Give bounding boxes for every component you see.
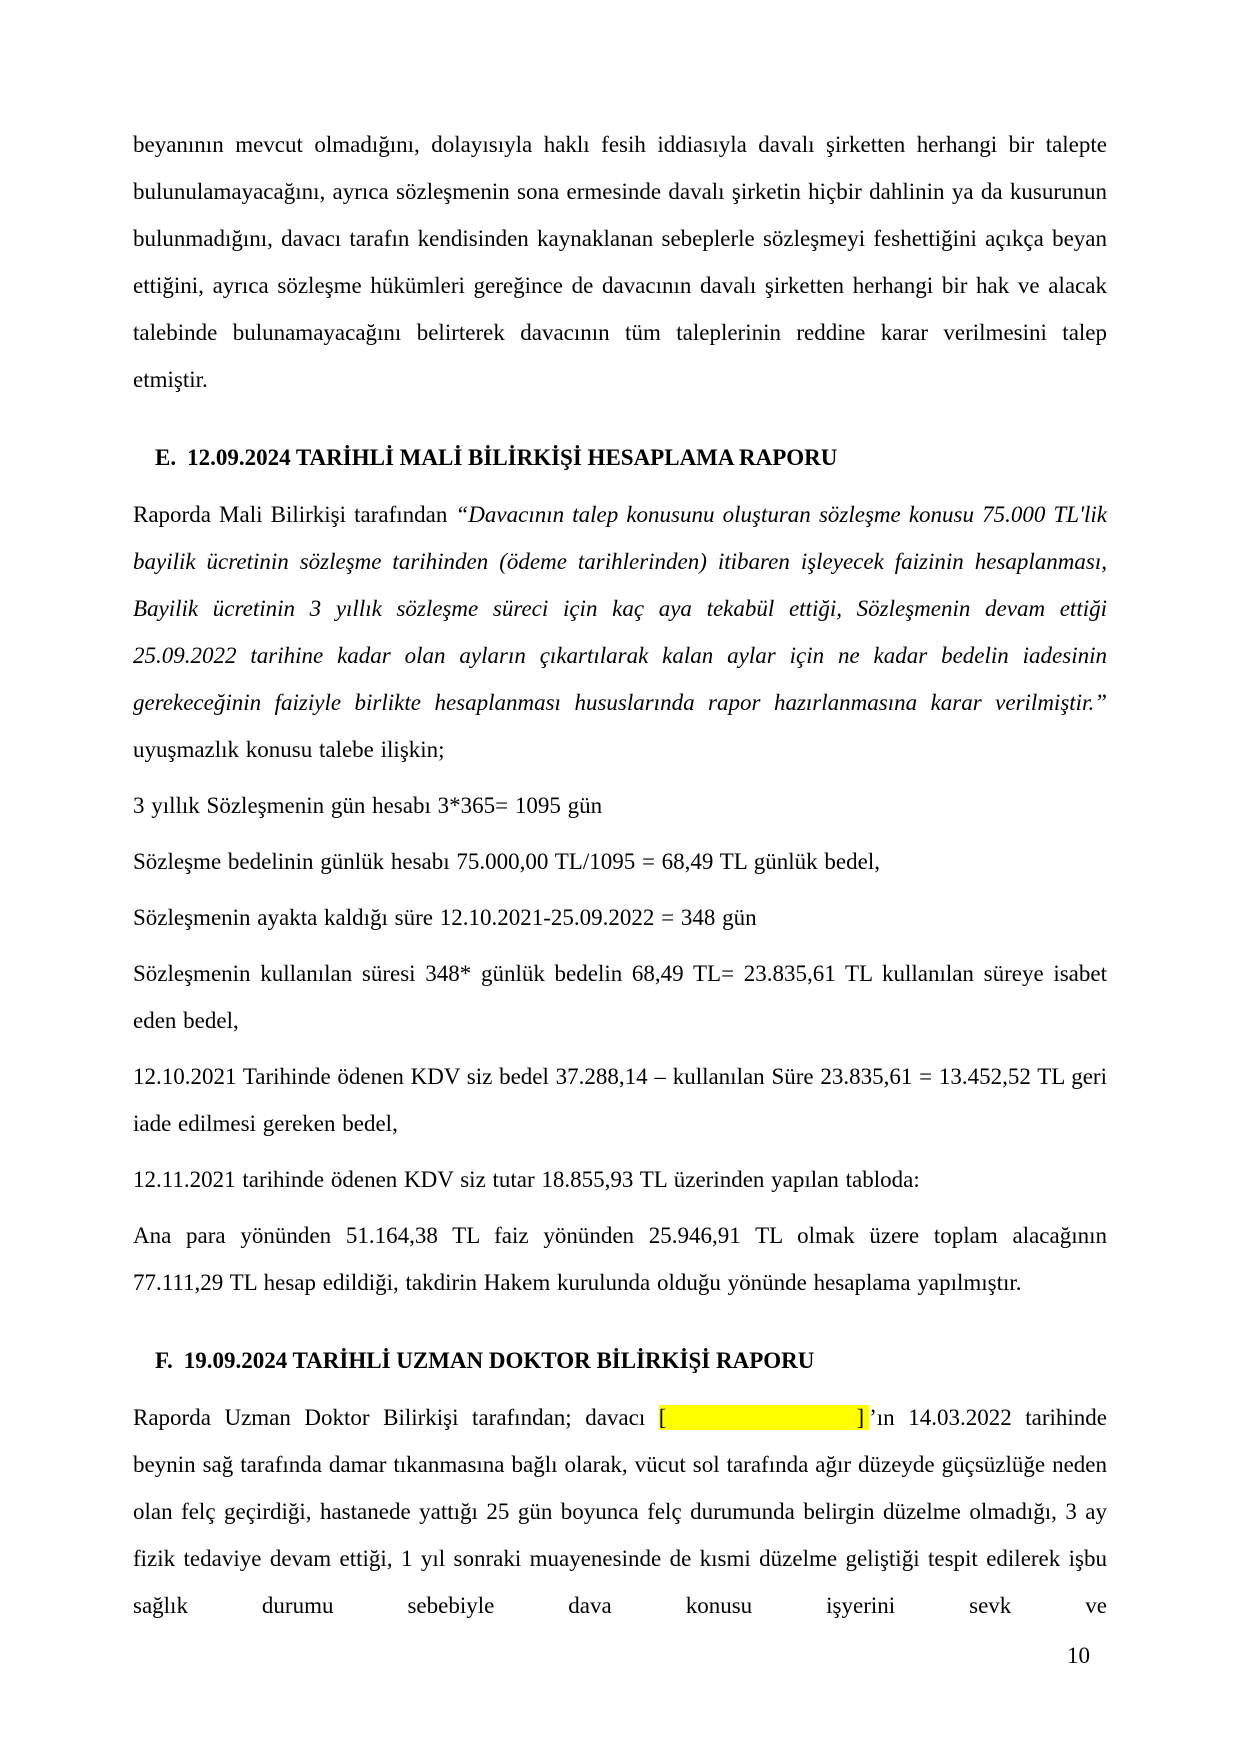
paragraph-text: Sözleşmenin kullanılan süresi 348* günlük bedelin 68,49 TL= 23.835,61 TL kullanılan süreye isabet eden bedel, — [133, 961, 1107, 1033]
paragraph-refund-amount — [133, 1053, 1107, 1147]
close-bracket: ] — [856, 1405, 865, 1430]
paragraph-medical-expert — [133, 1394, 1107, 1629]
redacted-name-highlight — [659, 1405, 869, 1430]
paragraph-text: beyanının mevcut olmadığını, dolayısıyla haklı fesih iddiasıyla davalı şirketten herhangi bir talepte bulunulamayacağını, ayrıca sözleşmenin sona ermesinde davalı şirketin hiçbir dahlinin ya da kusurunun bulunmadığını, davacı tarafın kendisinden kaynaklanan sebeplerle sözleşmeyi feshettiğini açıkça beyan ettiğini, ayrıca sözleşme hükümleri gereğince de davacının davalı şirketten herhangi bir hak ve alacak talebinde bulunamayacağını belirterek davacının tüm taleplerinin reddine karar verilmesini talep etmiştir. — [133, 132, 1107, 392]
paragraph-financial-expert-quote — [133, 491, 1107, 773]
paragraph-text: Sözleşme bedelinin günlük hesabı 75.000,00 TL/1095 = 68,49 TL günlük bedel, — [133, 849, 880, 874]
open-bracket: [ — [658, 1405, 667, 1430]
section-label: F. — [155, 1348, 173, 1373]
paragraph-text: Sözleşmenin ayakta kaldığı süre 12.10.2021-25.09.2022 = 348 gün — [133, 905, 757, 930]
section-heading-e — [133, 434, 1107, 481]
paragraph-lead-text: Raporda Uzman Doktor Bilirkişi tarafından; davacı — [133, 1405, 659, 1430]
paragraph-lead-text: Raporda Mali Bilirkişi tarafından — [133, 502, 456, 527]
paragraph-used-period-amount — [133, 950, 1107, 1044]
paragraph-total-receivable — [133, 1212, 1107, 1306]
paragraph-defense-claims — [133, 121, 1107, 403]
page-number: 10 — [1067, 1643, 1090, 1668]
section-title: 19.09.2024 TARİHLİ UZMAN DOKTOR BİLİRKİŞİ RAPORU — [183, 1348, 815, 1373]
section-heading-f — [133, 1337, 1107, 1384]
paragraph-vat-excluded-table — [133, 1156, 1107, 1203]
paragraph-day-calculation — [133, 782, 1107, 829]
paragraph-text: Ana para yönünden 51.164,38 TL faiz yönünden 25.946,91 TL olmak üzere toplam alacağının 77.111,29 TL hesap edildiği, takdirin Hakem kurulunda olduğu yönünde hesaplama yapılmıştır. — [133, 1223, 1107, 1295]
paragraph-daily-rate — [133, 838, 1107, 885]
section-title: 12.09.2024 TARİHLİ MALİ BİLİRKİŞİ HESAPLAMA RAPORU — [187, 445, 838, 470]
paragraph-contract-duration — [133, 894, 1107, 941]
quoted-italic-text: “Davacının talep konusunu oluşturan sözleşme konusu 75.000 TL'lik bayilik ücretinin sözleşme tarihinden (ödeme tarihlerinden) itibaren işleyecek faizinin hesaplanması, Bayilik ücretinin 3 yıllık sözleşme süreci için kaç aya tekabül ettiği, Sözleşmenin devam ettiği 25.09.2022 tarihine kadar olan ayların çıkartılarak kalan aylar için ne kadar bedelin iadesinin gerekeceğinin faiziyle birlikte hesaplanması hususlarında rapor hazırlanmasına karar verilmiştir.” — [133, 502, 1107, 715]
redaction-blank — [666, 1424, 856, 1425]
paragraph-text: 3 yıllık Sözleşmenin gün hesabı 3*365= 1095 gün — [133, 793, 603, 818]
paragraph-text: 12.11.2021 tarihinde ödenen KDV siz tutar 18.855,93 TL üzerinden yapılan tabloda: — [133, 1167, 920, 1192]
paragraph-tail-text: uyuşmazlık konusu talebe ilişkin; — [133, 737, 445, 762]
document-content — [133, 121, 1107, 1638]
paragraph-text: 12.10.2021 Tarihinde ödenen KDV siz bedel 37.288,14 – kullanılan Süre 23.835,61 = 13.452,52 TL geri iade edilmesi gereken bedel, — [133, 1064, 1107, 1136]
section-label: E. — [155, 445, 177, 470]
paragraph-tail-text: ’ın 14.03.2022 tarihinde beynin sağ tarafında damar tıkanmasına bağlı olarak, vücut sol tarafında ağır düzeyde güçsüzlüğe neden olan felç geçirdiği, hastanede yattığı 25 gün boyunca felç durumunda belirgin düzelme olmadığı, 3 ay fizik tedaviye devam ettiği, 1 yıl sonraki muayenesinde de kısmi düzelme geliştiği tespit edilerek işbu sağlık durumu sebebiyle dava konusu işyerini sevk ve — [133, 1405, 1108, 1618]
